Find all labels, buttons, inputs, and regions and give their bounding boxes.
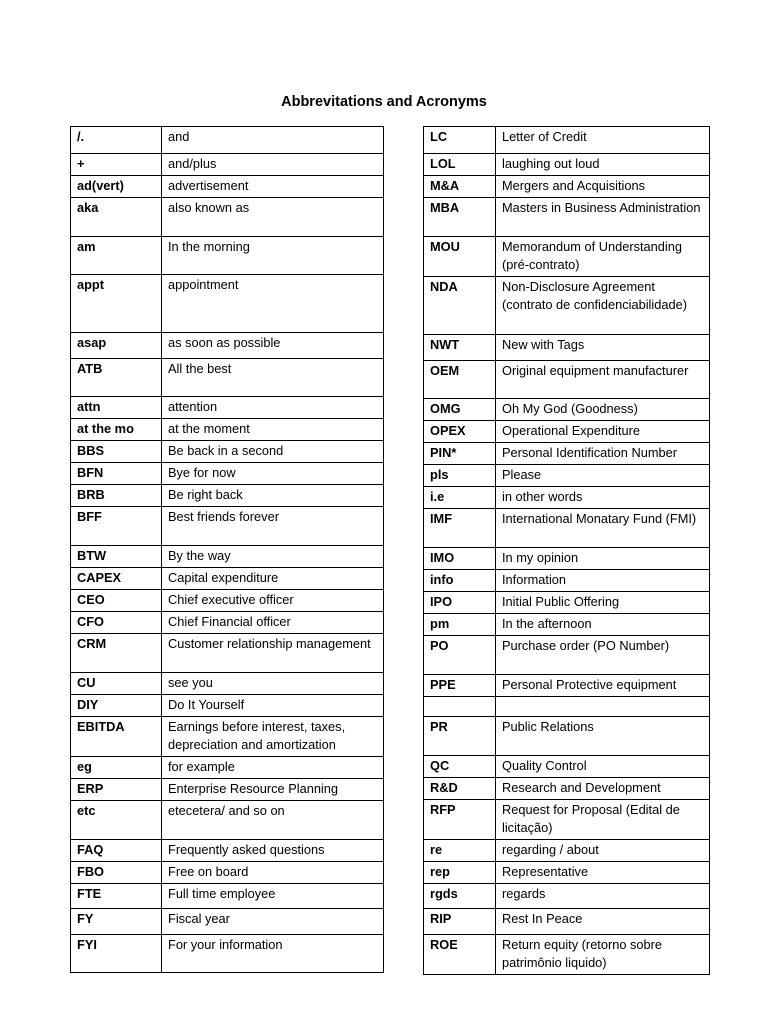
table-row — [424, 421, 710, 443]
abbreviation-cell: CRM — [71, 634, 162, 673]
table-row — [71, 127, 384, 154]
abbreviation-cell: BFN — [71, 463, 162, 485]
abbreviation-cell: PR — [424, 717, 496, 756]
table-row — [424, 675, 710, 697]
meaning-cell: Letter of Credit — [496, 127, 710, 154]
meaning-cell: see you — [162, 673, 384, 695]
table-row — [424, 548, 710, 570]
table-row — [71, 463, 384, 485]
abbreviation-cell: CAPEX — [71, 568, 162, 590]
meaning-cell: In the morning — [162, 237, 384, 275]
abbreviation-cell: FAQ — [71, 840, 162, 862]
abbreviation-cell: RIP — [424, 909, 496, 935]
table-row — [71, 757, 384, 779]
meaning-cell: By the way — [162, 546, 384, 568]
table-row — [71, 717, 384, 757]
abbreviation-cell: asap — [71, 333, 162, 359]
abbreviation-cell: appt — [71, 275, 162, 333]
table-row — [424, 127, 710, 154]
meaning-cell: In the afternoon — [496, 614, 710, 636]
meaning-cell: advertisement — [162, 176, 384, 198]
table-row — [424, 778, 710, 800]
meaning-cell: Memorandum of Understanding (pré-contrato) — [496, 237, 710, 277]
meaning-cell: attention — [162, 397, 384, 419]
meaning-cell: etecetera/ and so on — [162, 801, 384, 840]
abbreviation-cell: BFF — [71, 507, 162, 546]
meaning-cell: Do It Yourself — [162, 695, 384, 717]
abbreviation-cell: LC — [424, 127, 496, 154]
table-row — [424, 862, 710, 884]
table-row — [71, 779, 384, 801]
abbreviation-cell — [424, 697, 496, 717]
abbreviation-cell: CU — [71, 673, 162, 695]
abbreviations-table-left-body — [71, 127, 384, 973]
table-row — [71, 333, 384, 359]
meaning-cell: appointment — [162, 275, 384, 333]
meaning-cell: Rest In Peace — [496, 909, 710, 935]
abbreviation-cell: MOU — [424, 237, 496, 277]
meaning-cell: New with Tags — [496, 335, 710, 361]
abbreviation-cell: MBA — [424, 198, 496, 237]
table-row — [71, 909, 384, 935]
abbreviation-cell: pm — [424, 614, 496, 636]
abbreviation-cell: aka — [71, 198, 162, 237]
abbreviation-cell: at the mo — [71, 419, 162, 441]
abbreviation-cell: i.e — [424, 487, 496, 509]
table-row — [71, 884, 384, 909]
meaning-cell: Information — [496, 570, 710, 592]
meaning-cell: Public Relations — [496, 717, 710, 756]
abbreviation-cell: pls — [424, 465, 496, 487]
abbreviation-cell: ad(vert) — [71, 176, 162, 198]
table-row — [71, 634, 384, 673]
meaning-cell: Be right back — [162, 485, 384, 507]
abbreviation-cell: CFO — [71, 612, 162, 634]
table-row — [71, 935, 384, 973]
table-row — [424, 361, 710, 399]
table-row — [424, 756, 710, 778]
abbreviation-cell: FBO — [71, 862, 162, 884]
table-row — [71, 198, 384, 237]
table-row — [71, 419, 384, 441]
meaning-cell: Best friends forever — [162, 507, 384, 546]
meaning-cell: In my opinion — [496, 548, 710, 570]
meaning-cell: Bye for now — [162, 463, 384, 485]
page-title: Abbrevitations and Acronyms — [281, 94, 487, 110]
abbreviation-cell: ERP — [71, 779, 162, 801]
meaning-cell: for example — [162, 757, 384, 779]
meaning-cell: Chief Financial officer — [162, 612, 384, 634]
meaning-cell: Request for Proposal (Edital de licitação) — [496, 800, 710, 840]
table-row — [424, 237, 710, 277]
abbreviation-cell: PO — [424, 636, 496, 675]
meaning-cell: Please — [496, 465, 710, 487]
table-row — [71, 485, 384, 507]
abbreviation-cell: PIN* — [424, 443, 496, 465]
meaning-cell: Earnings before interest, taxes, depreciation and amortization — [162, 717, 384, 757]
abbreviation-cell: IMF — [424, 509, 496, 548]
abbreviation-cell: CEO — [71, 590, 162, 612]
abbreviation-cell: am — [71, 237, 162, 275]
table-row — [424, 935, 710, 975]
abbreviation-cell: eg — [71, 757, 162, 779]
abbreviation-cell: EBITDA — [71, 717, 162, 757]
table-row — [71, 840, 384, 862]
meaning-cell: Free on board — [162, 862, 384, 884]
meaning-cell: Personal Identification Number — [496, 443, 710, 465]
table-row — [71, 546, 384, 568]
table-row — [424, 154, 710, 176]
table-row — [424, 509, 710, 548]
abbreviation-cell: ROE — [424, 935, 496, 975]
meaning-cell: All the best — [162, 359, 384, 397]
table-row — [71, 801, 384, 840]
table-row — [71, 397, 384, 419]
meaning-cell: and — [162, 127, 384, 154]
abbreviation-cell: re — [424, 840, 496, 862]
meaning-cell: Frequently asked questions — [162, 840, 384, 862]
meaning-cell: Mergers and Acquisitions — [496, 176, 710, 198]
abbreviation-cell: + — [71, 154, 162, 176]
table-row — [424, 697, 710, 717]
abbreviation-cell: BRB — [71, 485, 162, 507]
abbreviation-cell: LOL — [424, 154, 496, 176]
meaning-cell: Return equity (retorno sobre patrimônio liquido) — [496, 935, 710, 975]
meaning-cell: Oh My God (Goodness) — [496, 399, 710, 421]
abbreviations-table-left — [70, 126, 384, 973]
table-row — [424, 465, 710, 487]
abbreviation-cell: QC — [424, 756, 496, 778]
table-row — [424, 570, 710, 592]
meaning-cell: and/plus — [162, 154, 384, 176]
meaning-cell: Research and Development — [496, 778, 710, 800]
meaning-cell: regards — [496, 884, 710, 909]
meaning-cell: Fiscal year — [162, 909, 384, 935]
abbreviations-table-right-body — [424, 127, 710, 975]
abbreviation-cell: NDA — [424, 277, 496, 335]
abbreviation-cell: OPEX — [424, 421, 496, 443]
abbreviation-cell: rep — [424, 862, 496, 884]
abbreviations-table-right — [423, 126, 710, 975]
abbreviation-cell: rgds — [424, 884, 496, 909]
table-row — [424, 487, 710, 509]
table-row — [71, 507, 384, 546]
meaning-cell: Non-Disclosure Agreement (contrato de confidenciabilidade) — [496, 277, 710, 335]
meaning-cell: Personal Protective equipment — [496, 675, 710, 697]
table-row — [71, 673, 384, 695]
table-row — [71, 176, 384, 198]
table-row — [424, 636, 710, 675]
meaning-cell: at the moment — [162, 419, 384, 441]
meaning-cell: Chief executive officer — [162, 590, 384, 612]
table-row — [424, 614, 710, 636]
table-row — [424, 198, 710, 237]
abbreviation-cell: info — [424, 570, 496, 592]
table-row — [71, 612, 384, 634]
abbreviation-cell: BBS — [71, 441, 162, 463]
meaning-cell: Purchase order (PO Number) — [496, 636, 710, 675]
meaning-cell: Customer relationship management — [162, 634, 384, 673]
table-row — [71, 275, 384, 333]
table-row — [424, 840, 710, 862]
table-row — [424, 176, 710, 198]
table-row — [424, 592, 710, 614]
table-row — [424, 335, 710, 361]
abbreviation-cell: M&A — [424, 176, 496, 198]
meaning-cell: regarding / about — [496, 840, 710, 862]
meaning-cell: Masters in Business Administration — [496, 198, 710, 237]
meaning-cell: as soon as possible — [162, 333, 384, 359]
meaning-cell: Capital expenditure — [162, 568, 384, 590]
abbreviation-cell: R&D — [424, 778, 496, 800]
meaning-cell: For your information — [162, 935, 384, 973]
table-row — [71, 154, 384, 176]
meaning-cell: Full time employee — [162, 884, 384, 909]
abbreviation-cell: attn — [71, 397, 162, 419]
meaning-cell: International Monatary Fund (FMI) — [496, 509, 710, 548]
abbreviation-cell: NWT — [424, 335, 496, 361]
meaning-cell: also known as — [162, 198, 384, 237]
abbreviation-cell: FTE — [71, 884, 162, 909]
meaning-cell: laughing out loud — [496, 154, 710, 176]
table-row — [71, 862, 384, 884]
abbreviation-cell: DIY — [71, 695, 162, 717]
abbreviation-cell: FYI — [71, 935, 162, 973]
meaning-cell: Initial Public Offering — [496, 592, 710, 614]
table-row — [71, 441, 384, 463]
abbreviation-cell: BTW — [71, 546, 162, 568]
table-row — [71, 237, 384, 275]
table-row — [424, 399, 710, 421]
abbreviation-cell: FY — [71, 909, 162, 935]
meaning-cell: Representative — [496, 862, 710, 884]
meaning-cell: Operational Expenditure — [496, 421, 710, 443]
table-row — [424, 909, 710, 935]
abbreviation-cell: ATB — [71, 359, 162, 397]
abbreviation-cell: IPO — [424, 592, 496, 614]
abbreviation-cell: RFP — [424, 800, 496, 840]
meaning-cell: Quality Control — [496, 756, 710, 778]
table-row — [424, 884, 710, 909]
meaning-cell: Be back in a second — [162, 441, 384, 463]
abbreviation-cell: OEM — [424, 361, 496, 399]
meaning-cell: Enterprise Resource Planning — [162, 779, 384, 801]
table-row — [71, 590, 384, 612]
meaning-cell — [496, 697, 710, 717]
table-row — [71, 695, 384, 717]
meaning-cell: in other words — [496, 487, 710, 509]
table-row — [424, 277, 710, 335]
abbreviation-cell: PPE — [424, 675, 496, 697]
abbreviation-cell: IMO — [424, 548, 496, 570]
table-row — [424, 443, 710, 465]
abbreviation-cell: OMG — [424, 399, 496, 421]
abbreviation-cell: /. — [71, 127, 162, 154]
table-row — [71, 568, 384, 590]
abbreviation-cell: etc — [71, 801, 162, 840]
table-row — [424, 717, 710, 756]
meaning-cell: Original equipment manufacturer — [496, 361, 710, 399]
table-row — [424, 800, 710, 840]
table-row — [71, 359, 384, 397]
